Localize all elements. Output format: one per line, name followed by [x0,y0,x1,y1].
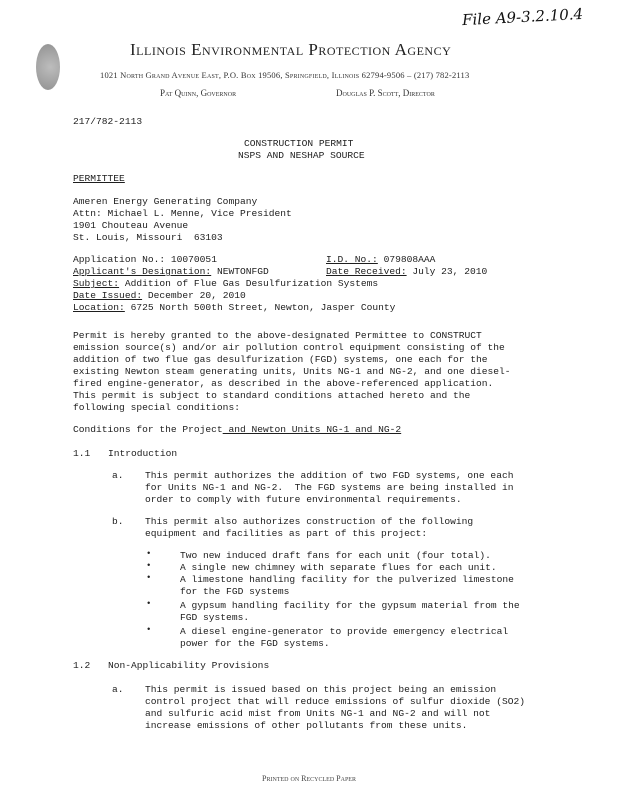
item-line: This permit authorizes the addition of two FGD systems, one each [145,470,514,481]
subject-row [73,278,378,290]
application-number-label: Application No.: [73,254,166,265]
bullet-icon: • [146,599,152,609]
recycled-paper-footer: Printed on Recycled Paper [262,774,356,783]
section-title: Introduction [108,448,178,459]
conditions-heading-prefix: Conditions for the Project [73,424,223,435]
bullet-line: A limestone handling facility for the pulverized limestone [180,574,514,585]
item-label: b. [112,516,124,527]
item-label: a. [112,684,124,695]
location-label: Location: [73,302,125,313]
item-line: equipment and facilities as part of this project: [145,528,428,539]
issued-value: December 20, 2010 [147,290,246,301]
id-number-value: 079808AAA [383,254,436,265]
received-label: Date Received: [326,266,407,277]
application-number-row [73,254,217,266]
bullet-line: A single new chimney with separate flues for each unit. [180,562,497,573]
designation-row [73,266,269,278]
permit-subtitle: NSPS AND NESHAP SOURCE [238,150,365,161]
permittee-city: St. Louis, Missouri 63103 [73,232,223,243]
received-row [326,266,487,278]
conditions-heading-units: and Newton Units NG-1 and NG-2 [222,424,402,435]
bullet-line: Two new induced draft fans for each unit (four total). [180,550,491,561]
handwritten-file-number: File A9-3.2.10.4 [461,4,584,30]
issued-row [73,290,246,302]
section-number: 1.1 [73,448,91,459]
permittee-attn: Attn: Michael L. Menne, Vice President [73,208,292,219]
intro-line: emission source(s) and/or air pollution control equipment consisting of the [73,342,505,353]
section-title: Non-Applicability Provisions [108,660,270,671]
section-number: 1.2 [73,660,91,671]
bullet-line: power for the FGD systems. [180,638,330,649]
item-line: This permit is issued based on this project being an emission [145,684,497,695]
bullet-icon: • [146,561,152,571]
application-number-value: 10070051 [170,254,217,265]
id-number-row [326,254,435,266]
bullet-icon: • [146,573,152,583]
bullet-line: for the FGD systems [180,586,290,597]
bullet-line: A diesel engine-generator to provide emergency electrical [180,626,509,637]
permittee-company: Ameren Energy Generating Company [73,196,258,207]
subject-value: Addition of Flue Gas Desulfurization Systems [124,278,379,289]
governor-name: Pat Quinn, Governor [160,88,237,98]
agency-name: Illinois Environmental Protection Agency [130,40,452,59]
item-line: for Units NG-1 and NG-2. The FGD systems are being installed in [145,482,514,493]
phone-number: 217/782-2113 [73,116,143,127]
issued-label: Date Issued: [73,290,143,301]
item-line: order to comply with future environmental requirements. [145,494,462,505]
intro-line: Permit is hereby granted to the above-designated Permittee to CONSTRUCT [73,330,482,341]
bullet-line: FGD systems. [180,612,250,623]
intro-line: following special conditions: [73,402,240,413]
permittee-street: 1901 Chouteau Avenue [73,220,189,231]
id-number-label: I.D. No.: [326,254,378,265]
permittee-heading: PERMITTEE [73,173,125,184]
bullet-icon: • [146,625,152,635]
location-row [73,302,395,314]
item-line: and sulfuric acid mist from Units NG-1 and NG-2 and will not [145,708,491,719]
bullet-line: A gypsum handling facility for the gypsum material from the [180,600,520,611]
item-line: This permit also authorizes construction of the following [145,516,474,527]
item-line: increase emissions of other pollutants from these units. [145,720,468,731]
intro-line: addition of two flue gas desulfurization (FGD) systems, one each for the [73,354,488,365]
permit-title: CONSTRUCTION PERMIT [244,138,354,149]
agency-address: 1021 North Grand Avenue East, P.O. Box 19506, Springfield, Illinois 62794-9506 – (217) 782-2113 [100,70,470,80]
designation-value: NEWTONFGD [216,266,269,277]
intro-line: existing Newton steam generating units, Units NG-1 and NG-2, and one diesel- [73,366,511,377]
received-value: July 23, 2010 [412,266,488,277]
conditions-heading [73,424,401,436]
subject-label: Subject: [73,278,120,289]
intro-line: This permit is subject to standard conditions attached hereto and the [73,390,471,401]
director-name: Douglas P. Scott, Director [336,88,435,98]
bullet-icon: • [146,549,152,559]
designation-label: Applicant's Designation: [73,266,212,277]
item-label: a. [112,470,124,481]
item-line: control project that will reduce emissions of sulfur dioxide (SO2) [145,696,525,707]
intro-line: fired engine-generator, as described in the above-referenced application. [73,378,494,389]
location-value: 6725 North 500th Street, Newton, Jasper County [130,302,396,313]
binder-hole [36,44,60,90]
